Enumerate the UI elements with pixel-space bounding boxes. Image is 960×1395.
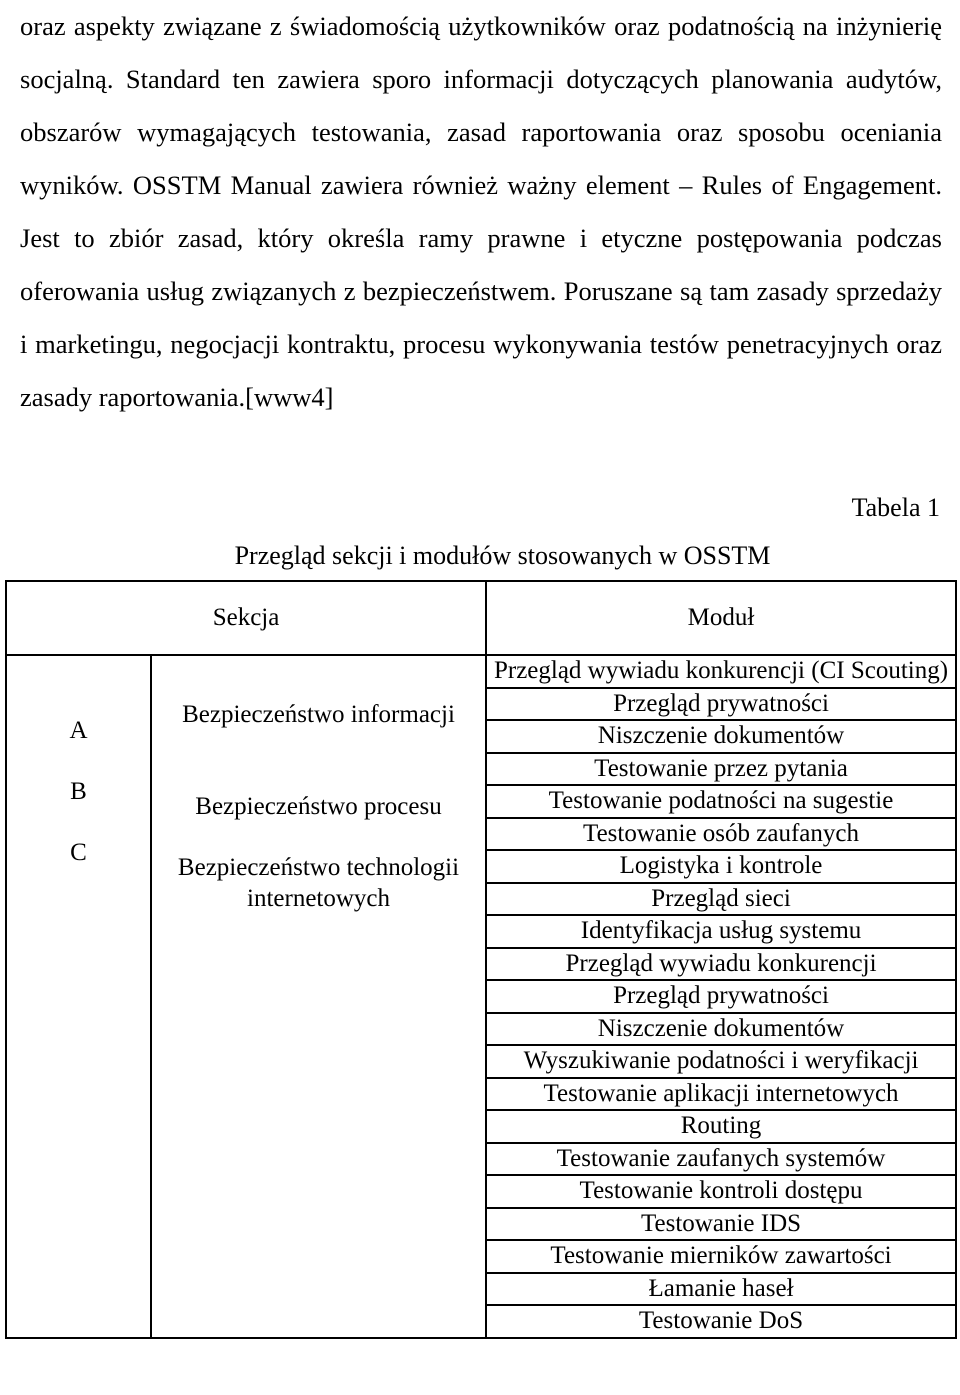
module-item: Testowanie DoS [638,1307,804,1334]
module-item: Testowanie IDS [487,1209,955,1242]
header-section: Sekcja [6,581,486,655]
modules-cell [486,655,956,1338]
module-item: Testowanie podatności na sugestie [487,786,955,819]
module-item: Testowanie zaufanych systemów [487,1144,955,1177]
module-item: Testowanie osób zaufanych [487,819,955,852]
section-letter: A [69,717,88,744]
section-names-cell [151,655,486,1338]
table-title: Przegląd sekcji i modułów stosowanych w OSSTM [234,541,771,570]
module-item: Niszczenie dokumentów [487,721,955,754]
module-item: Przegląd wywiadu konkurencji (CI Scouting) [487,656,955,689]
section-name: Bezpieczeństwo procesu [195,793,442,820]
body-paragraph: oraz aspekty związane z świadomością użytkowników oraz podatnością na inżynierię socjalną. Standard ten zawiera sporo informacji dotyczących planowania audytów, obszarów wymagających testowania, zasad raportowania oraz sposobu oceniania wyników. OSSTM Manual zawiera również ważny element – Rules of Engagement. Jest to zbiór zasad, który określa ramy prawne i etyczne postępowania podczas oferowania usług związanych z bezpieczeństwem. Poruszane są tam zasady sprzedaży i marketingu, negocjacji kontraktu, procesu wykonywania testów penetracyjnych oraz zasady raportowania.[www4] [20,11,942,412]
section-letter: B [70,778,87,805]
module-item: Routing [487,1111,955,1144]
section-letter: C [70,839,87,866]
table-number-label: Tabela 1 [851,493,940,522]
table-row [6,655,956,1338]
module-item: Testowanie przez pytania [487,754,955,787]
section-name: Bezpieczeństwo technologii internetowych [177,854,460,912]
table-header-row [6,581,956,655]
module-item: Łamanie haseł [487,1274,955,1307]
module-item: Testowanie kontroli dostępu [487,1176,955,1209]
module-item: Przegląd wywiadu konkurencji [487,949,955,982]
module-item: Testowanie mierników zawartości [487,1241,955,1274]
osstm-table [5,580,957,1339]
module-item: Logistyka i kontrole [487,851,955,884]
module-item: Przegląd sieci [487,884,955,917]
section-name: Bezpieczeństwo informacji [182,701,455,728]
module-item: Testowanie aplikacji internetowych [487,1079,955,1112]
module-item: Identyfikacja usług systemu [487,916,955,949]
header-module: Moduł [486,581,956,655]
module-item: Przegląd prywatności [487,981,955,1014]
module-item: Niszczenie dokumentów [487,1014,955,1047]
section-letters-cell [6,655,151,1338]
module-item: Wyszukiwanie podatności i weryfikacji [487,1046,955,1079]
module-item: Przegląd prywatności [487,689,955,722]
